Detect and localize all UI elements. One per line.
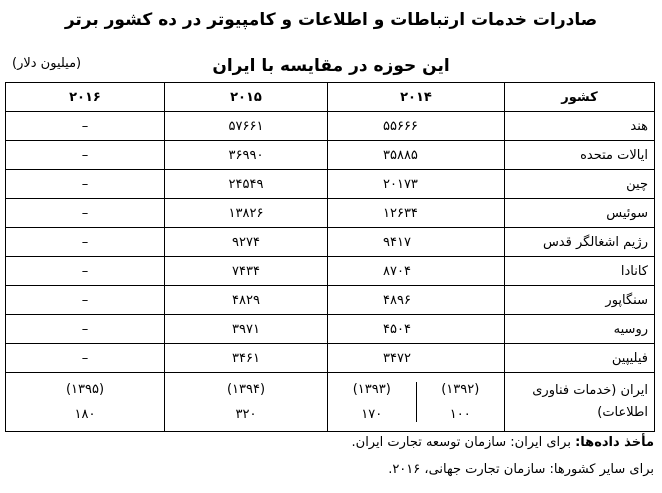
iran-label-line1: ایران (خدمات فناوری [532, 383, 648, 398]
cell-country: کانادا [505, 257, 655, 286]
cell-2016: – [6, 141, 165, 170]
iran-1392-value: ۱۰۰ [449, 407, 471, 422]
table-row [6, 141, 655, 170]
iran-label-cell [505, 373, 655, 432]
cell-2015: ۳۹۷۱ [165, 315, 328, 344]
exports-table [5, 82, 655, 432]
header-2015: ۲۰۱۵ [165, 83, 328, 112]
source-line-2: برای سایر کشورها: سازمان تجارت جهانی، ۲۰۱۶. [388, 462, 654, 477]
header-row [6, 83, 655, 112]
table-title-line1: صادرات خدمات ارتباطات و اطلاعات و کامپیوتر در ده کشور برتر [64, 10, 598, 30]
cell-2014: ۹۴۱۷ [328, 228, 505, 257]
iran-1393-value: ۱۷۰ [361, 407, 383, 422]
table-row [6, 112, 655, 141]
cell-2016: – [6, 112, 165, 141]
cell-2014: ۴۸۹۶ [328, 286, 505, 315]
header-2014: ۲۰۱۴ [328, 83, 505, 112]
cell-country: ایالات متحده [505, 141, 655, 170]
source-iran: برای ایران: سازمان توسعه تجارت ایران. [351, 435, 571, 450]
cell-2014: ۳۵۸۸۵ [328, 141, 505, 170]
table-row [6, 257, 655, 286]
cell-2015: ۳۶۹۹۰ [165, 141, 328, 170]
cell-2015: ۹۲۷۴ [165, 228, 328, 257]
cell-country: رژیم اشغالگر قدس [505, 228, 655, 257]
table-row [6, 199, 655, 228]
iran-1393-label: (۱۳۹۳) [352, 382, 391, 397]
cell-2015: ۱۳۸۲۶ [165, 199, 328, 228]
iran-label-line2: اطلاعات) [597, 405, 648, 420]
cell-2016: – [6, 257, 165, 286]
table-row [6, 228, 655, 257]
table-row [6, 315, 655, 344]
iran-1393 [328, 382, 416, 422]
source-label: مأخذ داده‌ها: [575, 435, 654, 450]
cell-2016: – [6, 286, 165, 315]
cell-2016: – [6, 344, 165, 373]
table-row [6, 286, 655, 315]
iran-cell-1395 [6, 373, 165, 432]
cell-2016: – [6, 228, 165, 257]
cell-2015: ۴۸۲۹ [165, 286, 328, 315]
cell-2014: ۴۵۰۴ [328, 315, 505, 344]
iran-cell-1392-1393 [328, 373, 505, 432]
cell-2016: – [6, 199, 165, 228]
iran-1394-label: (۱۳۹۴) [226, 382, 266, 397]
iran-1394-value: ۳۲۰ [235, 407, 257, 422]
cell-2014: ۱۲۶۳۴ [328, 199, 505, 228]
iran-1395-value: ۱۸۰ [74, 407, 96, 422]
cell-2016: – [6, 315, 165, 344]
cell-country: فیلیپین [505, 344, 655, 373]
iran-row [6, 373, 655, 432]
cell-country: روسیه [505, 315, 655, 344]
unit-label: (میلیون دلار) [12, 56, 82, 71]
cell-2016: – [6, 170, 165, 199]
cell-2015: ۵۷۶۶۱ [165, 112, 328, 141]
cell-2015: ۳۴۶۱ [165, 344, 328, 373]
cell-2014: ۳۴۷۲ [328, 344, 505, 373]
iran-cell-1394 [165, 373, 328, 432]
table-row [6, 344, 655, 373]
cell-2015: ۲۴۵۴۹ [165, 170, 328, 199]
cell-country: سنگاپور [505, 286, 655, 315]
cell-country: چین [505, 170, 655, 199]
cell-country: سوئیس [505, 199, 655, 228]
source-line-1 [352, 435, 654, 450]
cell-2014: ۲۰۱۷۳ [328, 170, 505, 199]
cell-country: هند [505, 112, 655, 141]
cell-2015: ۷۴۳۴ [165, 257, 328, 286]
cell-2014: ۸۷۰۴ [328, 257, 505, 286]
table-row [6, 170, 655, 199]
iran-1392-label: (۱۳۹۲) [441, 382, 480, 397]
cell-2014: ۵۵۶۶۶ [328, 112, 505, 141]
header-2016: ۲۰۱۶ [6, 83, 165, 112]
table-title-line2: این حوزه در مقایسه با ایران [212, 56, 450, 76]
iran-1395-label: (۱۳۹۵) [65, 382, 105, 397]
header-country: کشور [505, 83, 655, 112]
iran-1392 [416, 382, 505, 422]
